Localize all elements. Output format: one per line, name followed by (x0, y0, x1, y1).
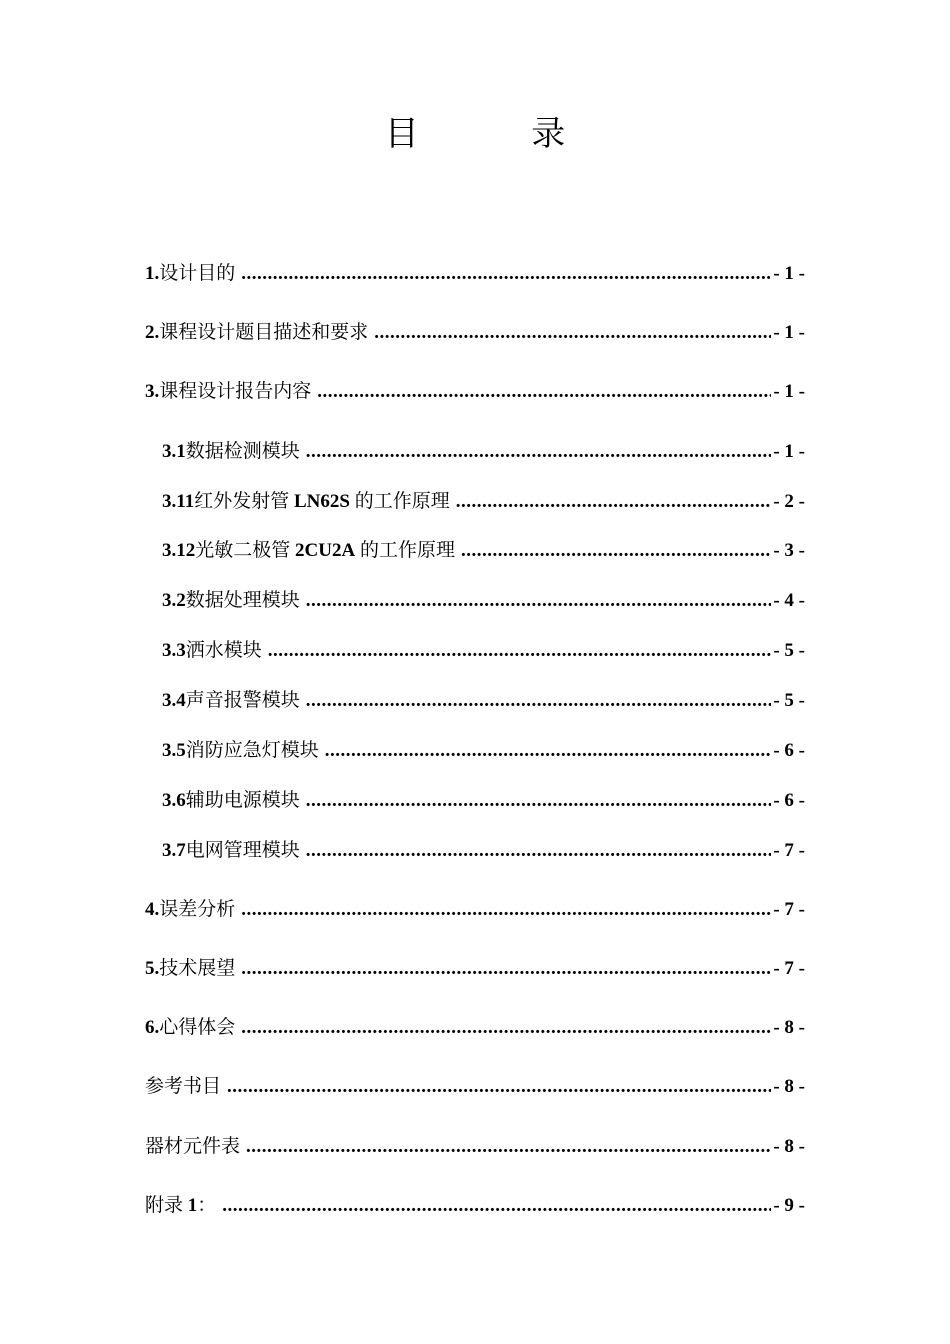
toc-entry-title: 电网管理模块 (185, 840, 300, 861)
toc-entry-number: 3.3 (162, 640, 186, 661)
toc-entry-title: 洒水模块 (185, 640, 262, 661)
toc-entry-number: 6. (145, 1017, 160, 1038)
toc-leader-dots (241, 895, 771, 925)
toc-entry-number: 3.11 (162, 491, 195, 512)
toc-entry-title: 误差分析 (159, 899, 236, 920)
toc-entry-number: 5. (145, 958, 160, 979)
toc-entry-page: - 8 - (773, 1136, 805, 1157)
toc-entry-page: - 8 - (773, 1017, 805, 1038)
toc-leader-dots (306, 586, 772, 616)
toc-entry-page: - 6 - (773, 790, 805, 811)
toc-entry-3-11[interactable] (162, 487, 805, 517)
toc-entry-title: 课程设计题目描述和要求 (159, 322, 369, 343)
toc-entry-title: 消防应急灯模块 (185, 740, 319, 761)
toc-entry-3-6[interactable] (162, 786, 805, 816)
toc-entry-2[interactable] (145, 318, 805, 348)
toc-leader-dots (241, 954, 771, 984)
toc-entry-title: 辅助电源模块 (185, 790, 300, 811)
toc-entry-3-7[interactable] (162, 836, 805, 866)
toc-entry-number: 4. (145, 899, 160, 920)
toc-leader-dots (306, 437, 772, 467)
toc-entry-appendix-1[interactable] (145, 1191, 805, 1221)
toc-leader-dots (456, 487, 772, 517)
toc-entry-number: 3. (145, 381, 160, 402)
toc-entry-page: - 1 - (773, 322, 805, 343)
toc-leader-dots (227, 1072, 771, 1102)
toc-entry-3-2[interactable] (162, 586, 805, 616)
toc-leader-dots (306, 786, 772, 816)
toc-entry-3-5[interactable] (162, 736, 805, 766)
toc-entry-title: 设计目的 (159, 263, 236, 284)
toc-entry-page: - 5 - (773, 690, 805, 711)
toc-entry-number: 3.2 (162, 590, 186, 611)
toc-leader-dots (268, 636, 772, 666)
toc-entry-page: - 3 - (773, 540, 805, 561)
toc-entry-3[interactable] (145, 377, 805, 407)
toc-entry-number: 3.12 (162, 540, 196, 561)
toc-leader-dots (246, 1132, 771, 1162)
toc-leader-dots (325, 736, 772, 766)
toc-entry-page: - 1 - (773, 381, 805, 402)
toc-entry-page: - 9 - (773, 1195, 805, 1216)
toc-entry-page: - 7 - (773, 840, 805, 861)
toc-entry-page: - 1 - (773, 441, 805, 462)
toc-entry-references[interactable] (145, 1072, 805, 1102)
toc-entry-title: 附录 1： (145, 1195, 217, 1216)
toc-entry-title: 声音报警模块 (185, 690, 300, 711)
toc-entry-3-1[interactable] (162, 437, 805, 467)
toc-leader-dots (374, 318, 771, 348)
toc-entry-number: 3.5 (162, 740, 186, 761)
toc-entry-page: - 1 - (773, 263, 805, 284)
toc-entry-number: 1. (145, 263, 160, 284)
toc-entry-title: 数据检测模块 (185, 441, 300, 462)
toc-entry-page: - 6 - (773, 740, 805, 761)
toc-entry-component-list[interactable] (145, 1132, 805, 1162)
toc-entry-6[interactable] (145, 1013, 805, 1043)
toc-entry-title: 器材元件表 (145, 1136, 241, 1157)
toc-entry-3-3[interactable] (162, 636, 805, 666)
toc-entry-number: 3.6 (162, 790, 186, 811)
toc-entry-page: - 5 - (773, 640, 805, 661)
toc-leader-dots (222, 1191, 771, 1221)
toc-entry-title: 红外发射管 LN62S 的工作原理 (194, 491, 450, 512)
toc-entry-page: - 4 - (773, 590, 805, 611)
toc-entry-3-12[interactable] (162, 536, 805, 566)
toc-entry-title: 技术展望 (159, 958, 236, 979)
toc-entry-number: 2. (145, 322, 160, 343)
toc-entry-number: 3.4 (162, 690, 186, 711)
toc-entry-title: 心得体会 (159, 1017, 236, 1038)
toc-leader-dots (461, 536, 771, 566)
toc-entry-title: 数据处理模块 (185, 590, 300, 611)
toc-entry-page: - 7 - (773, 899, 805, 920)
toc-entry-title: 课程设计报告内容 (159, 381, 312, 402)
toc-entry-4[interactable] (145, 895, 805, 925)
toc-entry-1[interactable] (145, 259, 805, 289)
toc-entry-number: 3.1 (162, 441, 186, 462)
toc-entry-page: - 7 - (773, 958, 805, 979)
toc-entry-page: - 2 - (773, 491, 805, 512)
page-title: 目 录 (384, 116, 618, 153)
toc-entry-page: - 8 - (773, 1076, 805, 1097)
toc-entry-title: 参考书目 (145, 1076, 222, 1097)
toc-entry-number: 3.7 (162, 840, 186, 861)
toc-leader-dots (241, 1013, 771, 1043)
toc-leader-dots (317, 377, 771, 407)
toc-leader-dots (306, 836, 772, 866)
toc-entry-title: 光敏二极管 2CU2A 的工作原理 (195, 540, 455, 561)
toc-leader-dots (241, 259, 771, 289)
toc-entry-5[interactable] (145, 954, 805, 984)
toc-entry-3-4[interactable] (162, 686, 805, 716)
toc-leader-dots (306, 686, 772, 716)
